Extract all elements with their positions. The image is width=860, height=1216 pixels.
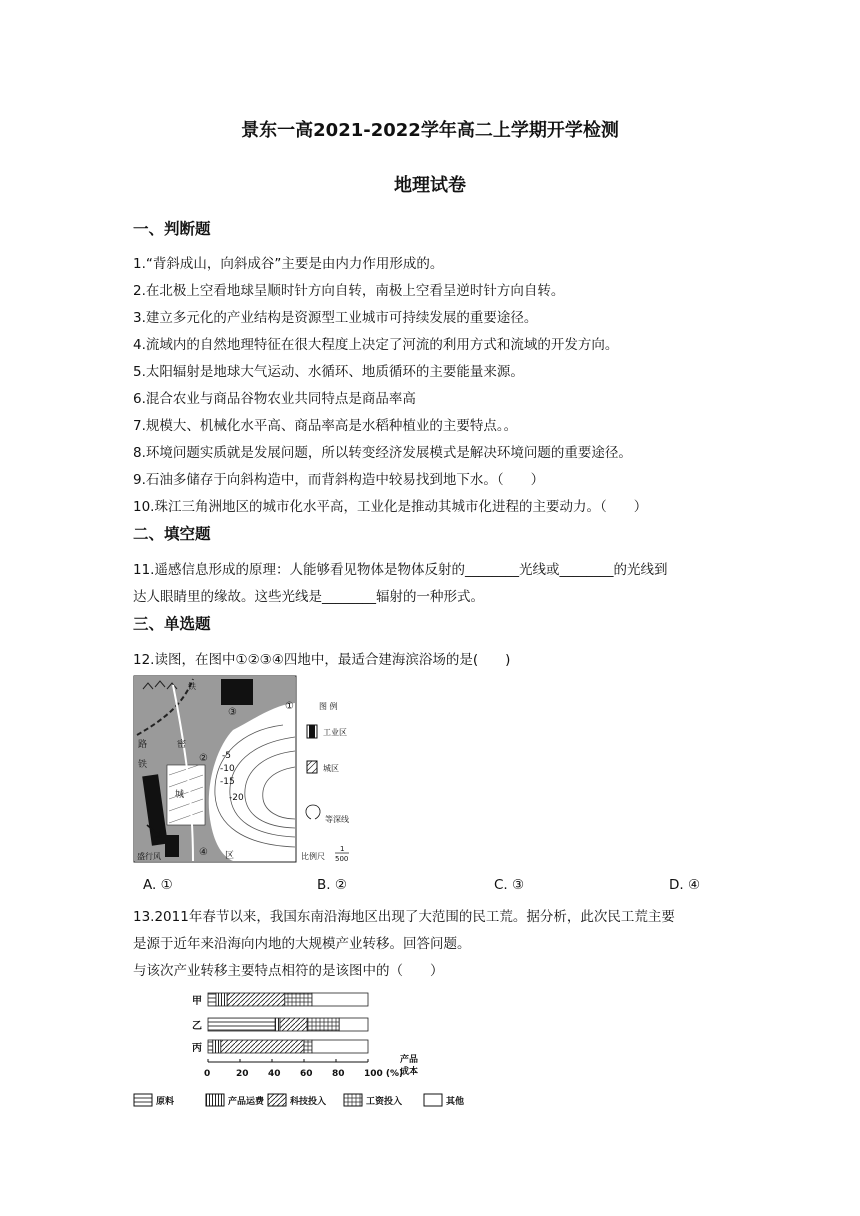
legend-label-1: 产品运费 <box>228 1097 265 1107</box>
question-7: 7.规模大、机械化水平高、商品率高是水稻种植业的主要特点。。 <box>133 418 518 434</box>
x-tick-label: 0 <box>204 1069 211 1079</box>
section-judgement-heading: 一、判断题 <box>133 220 211 238</box>
section-choice-heading: 三、单选题 <box>133 615 211 633</box>
legend-swatch-0 <box>134 1094 152 1106</box>
legend-label-2: 科技投入 <box>290 1097 327 1107</box>
question-8: 8.环境问题实质就是发展问题，所以转变经济发展模式是解决环境问题的重要途径。 <box>133 445 632 461</box>
bar-segment-乙-0 <box>208 1018 275 1031</box>
coastal-map-figure <box>133 675 361 863</box>
legend-swatch-3 <box>344 1094 362 1106</box>
question-9: 9.石油多储存于向斜构造中，而背斜构造中较易找到地下水。（ ） <box>133 472 545 488</box>
x-tick-label: 20 <box>236 1069 249 1079</box>
legend-swatch-1 <box>206 1094 224 1106</box>
x-tick-label: 60 <box>300 1069 313 1079</box>
question-13-line-1: 13.2011年春节以来，我国东南沿海地区出现了大范围的民工荒。据分析，此次民工荒主要 <box>133 909 675 925</box>
question-1: 1.“背斜成山，向斜成谷”主要是由内力作用形成的。 <box>133 256 444 272</box>
q12-option-b: B. ② <box>317 877 347 893</box>
question-13-line-2: 是源于近年来沿海向内地的大规模产业转移。回答问题。 <box>133 936 471 952</box>
bar-segment-甲-4 <box>312 993 368 1006</box>
q12-option-c: C. ③ <box>494 877 525 893</box>
x-tick-label: 80 <box>332 1069 345 1079</box>
question-10: 10.珠江三角洲地区的城市化水平高，工业化是推动其城市化进程的主要动力。（ ） <box>133 499 648 515</box>
bar-segment-丙-4 <box>312 1040 368 1053</box>
marker-4: ④ <box>199 847 208 858</box>
marker-2: ② <box>199 753 208 764</box>
legend-swatch-2 <box>268 1094 286 1106</box>
question-5: 5.太阳辐射是地球大气运动、水循环、地质循环的主要能量来源。 <box>133 364 524 380</box>
exam-title: 景东一高2021-2022学年高二上学期开学检测 <box>241 120 619 141</box>
depth-5: -5 <box>222 751 231 761</box>
legend-label-3: 工资投入 <box>366 1097 403 1107</box>
category-label-1: 甲 <box>192 996 202 1007</box>
legend-industry-label: 工业区 <box>323 728 347 737</box>
question-13-line-3: 与该次产业转移主要特点相符的是该图中的（ ） <box>133 963 444 979</box>
label-zone: 区 <box>225 851 235 861</box>
depth-15: -15 <box>220 777 235 787</box>
industrial-zone-north <box>221 679 253 705</box>
legend-isobath-label: 等深线 <box>325 815 349 824</box>
xlabel-line-2: 成本 <box>400 1067 419 1077</box>
bar-segment-乙-1 <box>275 1018 280 1031</box>
bar-segment-丙-0 <box>208 1040 213 1053</box>
scale-denominator: 500 <box>335 855 349 863</box>
section-fill-heading: 二、填空题 <box>133 525 211 543</box>
label-wind: 盛行风 <box>137 852 161 861</box>
depth-20: -20 <box>229 793 244 803</box>
cost-stacked-bar-chart <box>130 988 482 1116</box>
category-label-3: 丙 <box>192 1043 202 1054</box>
legend-label-4: 其他 <box>446 1097 465 1107</box>
bar-segment-乙-2 <box>280 1018 307 1031</box>
question-6: 6.混合农业与商品谷物农业共同特点是商品率高 <box>133 391 416 407</box>
exam-subtitle: 地理试卷 <box>394 175 466 196</box>
legend-isobath-symbol <box>306 805 320 819</box>
label-road: 路 <box>138 740 148 750</box>
bar-segment-甲-1 <box>216 993 227 1006</box>
bar-segment-甲-0 <box>208 993 216 1006</box>
depth-10: -10 <box>220 764 235 774</box>
question-4: 4.流域内的自然地理特征在很大程度上决定了河流的利用方式和流域的开发方向。 <box>133 337 619 353</box>
legend-label-0: 原料 <box>156 1097 175 1107</box>
q12-option-d: D. ④ <box>669 877 701 893</box>
question-2: 2.在北极上空看地球呈顺时针方向自转，南极上空看呈逆时针方向自转。 <box>133 283 565 299</box>
xlabel-line-1: 产品 <box>400 1055 419 1065</box>
marker-1: ① <box>285 701 294 712</box>
legend-city-label: 城区 <box>323 764 339 773</box>
scale-numerator: 1 <box>340 845 345 853</box>
bar-segment-丙-1 <box>213 1040 221 1053</box>
legend-swatch-4 <box>424 1094 442 1106</box>
bar-segment-乙-3 <box>307 1018 339 1031</box>
question-12: 12.读图，在图中①②③④四地中，最适合建海滨浴场的是( ) <box>133 652 511 668</box>
bar-segment-丙-2 <box>221 1040 304 1053</box>
marker-3: ③ <box>228 707 237 718</box>
label-rail: 铁 <box>188 682 196 691</box>
question-3: 3.建立多元化的产业结构是资源型工业城市可持续发展的重要途径。 <box>133 310 538 326</box>
label-rail-2: 铁 <box>138 760 148 770</box>
bar-segment-乙-4 <box>339 1018 368 1031</box>
legend-title: 图 例 <box>319 702 338 711</box>
q12-option-a: A. ① <box>143 877 173 893</box>
x-tick-label: 100 (%) <box>364 1069 404 1079</box>
bar-segment-甲-3 <box>285 993 312 1006</box>
category-label-2: 乙 <box>192 1021 202 1032</box>
label-dense: 密 <box>177 740 187 750</box>
bar-segment-丙-3 <box>304 1040 312 1053</box>
industrial-zone-south <box>165 835 179 857</box>
label-city: 城 <box>175 790 185 800</box>
question-11-line-2: 达人眼睛里的缘故。这些光线是________辐射的一种形式。 <box>133 589 484 605</box>
x-tick-label: 40 <box>268 1069 281 1079</box>
question-11-line-1: 11.遥感信息形成的原理：人能够看见物体是物体反射的________光线或________的光线到 <box>133 562 668 578</box>
bar-segment-甲-2 <box>227 993 285 1006</box>
scale-label: 比例尺 <box>301 852 325 861</box>
